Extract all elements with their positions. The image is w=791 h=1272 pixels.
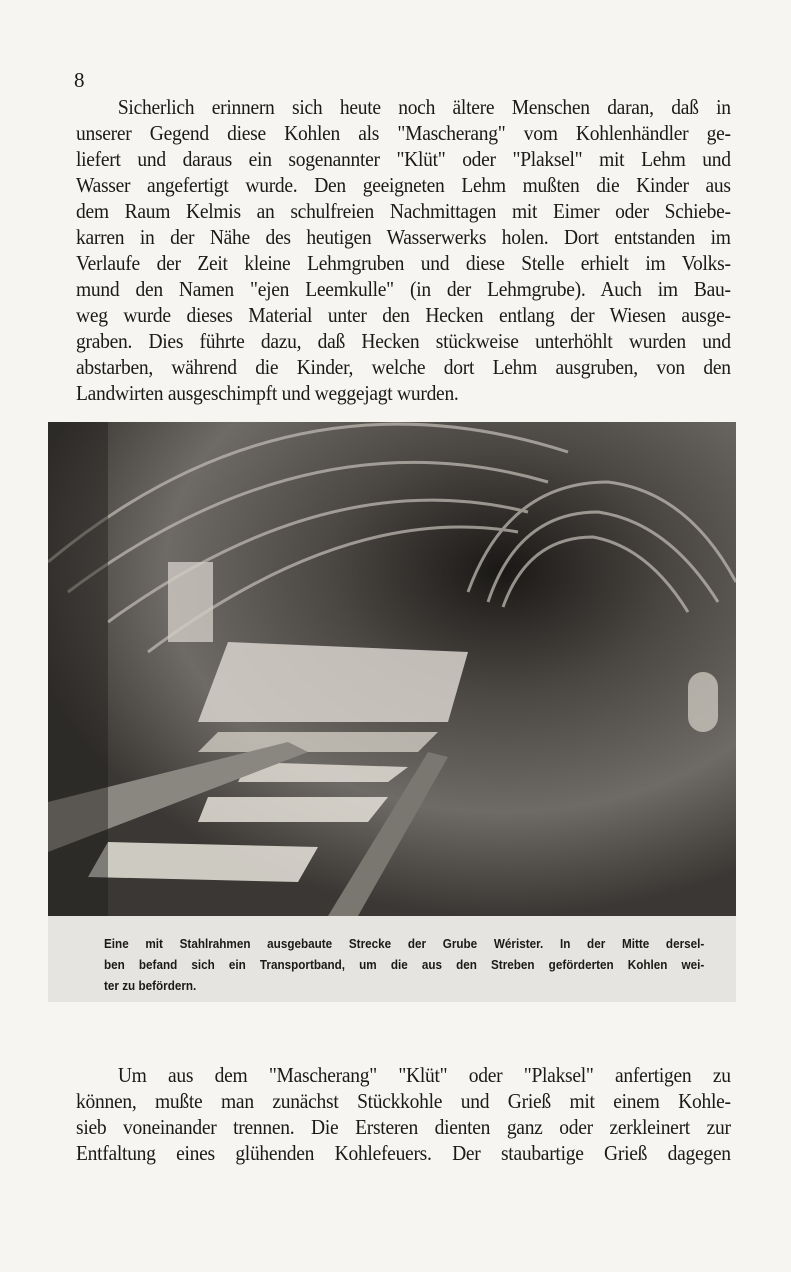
- tunnel-illustration: [48, 422, 736, 916]
- paragraph-2: [76, 1062, 731, 1166]
- text-line: unserer Gegend diese Kohlen als "Mascherang" vom Kohlenhändler ge-: [76, 121, 731, 145]
- paragraph-1: [76, 94, 731, 406]
- text-line: karren in der Nähe des heutigen Wasserwerks holen. Dort entstanden im: [76, 225, 731, 249]
- text-line: Um aus dem "Mascherang" "Klüt" oder "Plaksel" anfertigen zu: [117, 1063, 731, 1087]
- text-line: graben. Dies führte dazu, daß Hecken stückweise unterhöhlt wurden und: [76, 329, 731, 353]
- text-line: mund den Namen "ejen Leemkulle" (in der Lehmgrube). Auch im Bau-: [76, 277, 731, 301]
- text-line: liefert und daraus ein sogenannter "Klüt" oder "Plaksel" mit Lehm und: [76, 147, 731, 171]
- text-line: sieb voneinander trennen. Die Ersteren dienten ganz oder zerkleinert zur: [76, 1115, 731, 1139]
- caption-line: ben befand sich ein Transportband, um die aus den Streben geförderten Kohlen wei-: [104, 957, 705, 972]
- text-line: Sicherlich erinnern sich heute noch ältere Menschen daran, daß in: [117, 95, 731, 119]
- text-line: weg wurde dieses Material unter den Hecken entlang der Wiesen ausge-: [76, 303, 731, 327]
- mine-tunnel-photo: [48, 422, 736, 916]
- text-line: Entfaltung eines glühenden Kohlefeuers. Der staubartige Grieß dagegen: [76, 1141, 731, 1165]
- text-line: abstarben, während die Kinder, welche dort Lehm ausgruben, von den: [76, 355, 731, 379]
- text-line: können, mußte man zunächst Stückkohle und Grieß mit einem Kohle-: [76, 1089, 731, 1113]
- text-line: Verlaufe der Zeit kleine Lehmgruben und diese Stelle erhielt im Volks-: [76, 251, 731, 275]
- text-line: dem Raum Kelmis an schulfreien Nachmittagen mit Eimer oder Schiebe-: [76, 199, 731, 223]
- text-line: Landwirten ausgeschimpft und weggejagt wurden.: [76, 381, 459, 405]
- caption-line: Eine mit Stahlrahmen ausgebaute Strecke der Grube Wérister. In der Mitte dersel-: [104, 936, 705, 951]
- caption-line: ter zu befördern.: [104, 978, 197, 993]
- text-line: Wasser angefertigt wurde. Den geeigneten Lehm mußten die Kinder aus: [76, 173, 731, 197]
- photo-caption: [104, 933, 705, 996]
- page-number: 8: [74, 68, 85, 92]
